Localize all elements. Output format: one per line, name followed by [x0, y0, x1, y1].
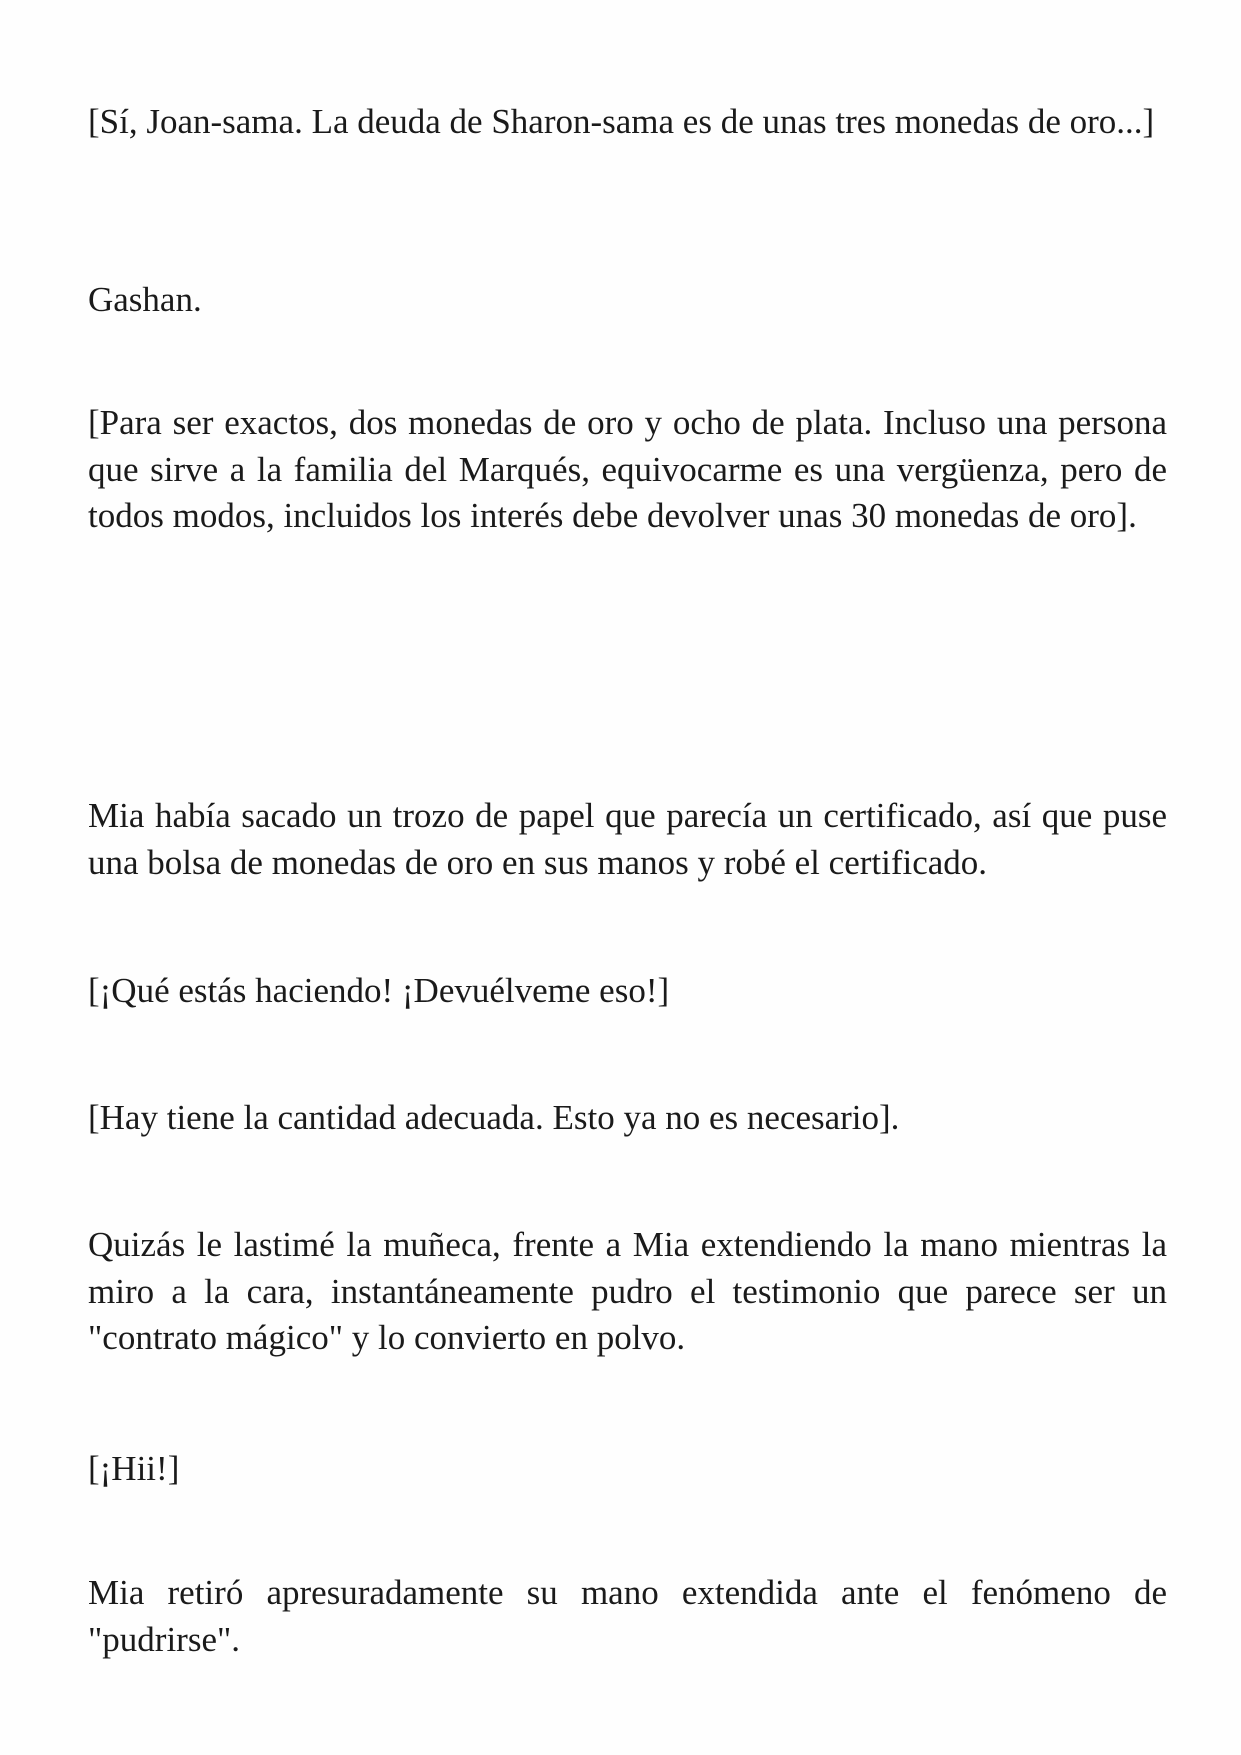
paragraph-dialogue-reply: [Hay tiene la cantidad adecuada. Esto ya no es necesario].	[88, 1098, 900, 1137]
paragraph-dialogue-debt: [Sí, Joan-sama. La deuda de Sharon-sama es de unas tres monedas de oro...]	[88, 102, 1155, 141]
paragraph-sound-effect: Gashan.	[88, 280, 202, 319]
paragraph-narration-retreat: Mia retiró apresuradamente su mano extendida ante el fenómeno de "pudrirse".	[88, 1573, 1167, 1659]
paragraph-dialogue-shriek: [¡Hii!]	[88, 1449, 180, 1488]
paragraph-narration-certificate: Mia había sacado un trozo de papel que parecía un certificado, así que puse una bolsa de monedas de oro en sus manos y robé el certificado.	[88, 796, 1167, 882]
paragraph-dialogue-protest: [¡Qué estás haciendo! ¡Devuélveme eso!]	[88, 971, 670, 1010]
paragraph-dialogue-exact-amount: [Para ser exactos, dos monedas de oro y ocho de plata. Incluso una persona que sirve a la familia del Marqués, equivocarme es una vergüenza, pero de todos modos, incluidos los interés debe devolver unas 30 monedas de oro].	[88, 403, 1167, 535]
paragraph-narration-contract: Quizás le lastimé la muñeca, frente a Mia extendiendo la mano mientras la miro a la cara, instantáneamente pudro el testimonio que parece ser un "contrato mágico" y lo convierto en polvo.	[88, 1225, 1167, 1357]
